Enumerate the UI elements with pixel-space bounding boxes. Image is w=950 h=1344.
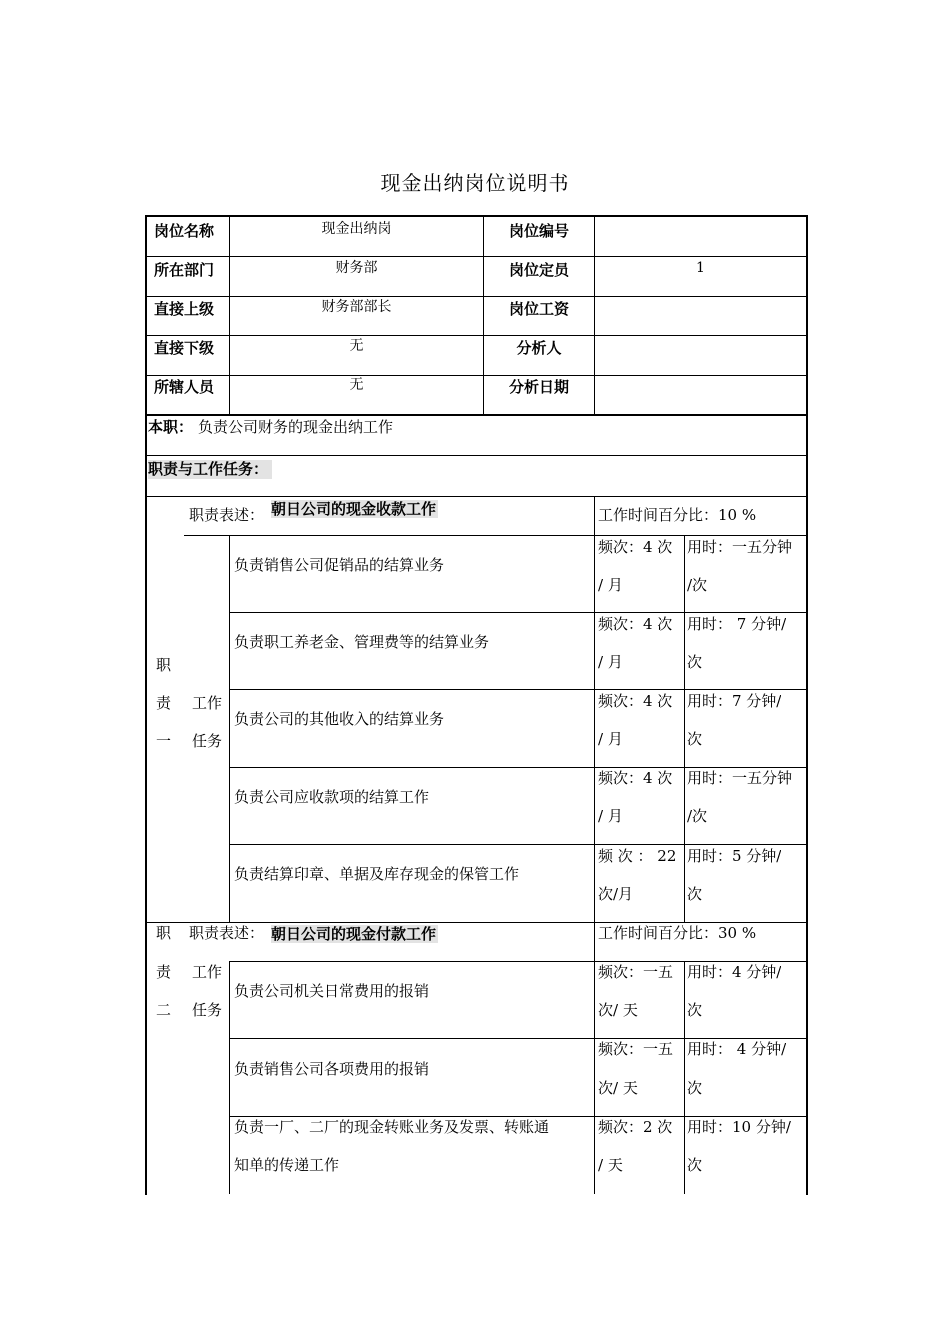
post-name-value: 现金出纳岗 <box>321 221 392 237</box>
duty1-task-2-freq-a: 频次：4 次 <box>598 615 673 633</box>
duty2-task-3-dur-b: 次 <box>687 1156 703 1174</box>
superior-label: 直接上级 <box>154 300 215 318</box>
duty1-task-2-dur-b: 次 <box>687 653 703 671</box>
subordinate-value: 无 <box>349 338 364 354</box>
duty1-desc: 朝日公司的现金收款工作 <box>271 500 437 518</box>
duty2-task-1: 负责公司机关日常费用的报销 <box>234 982 430 1000</box>
duty1-task-2-freq-b: / 月 <box>598 653 623 671</box>
duty2-task-1-freq-b: 次/ 天 <box>598 1001 638 1019</box>
duty1-task-4-freq-a: 频次：4 次 <box>598 769 673 787</box>
quota-label: 岗位定员 <box>508 261 569 279</box>
duty2-task-2-freq-b: 次/ 天 <box>598 1079 638 1097</box>
duty-main-label: 本职： <box>148 418 194 436</box>
analyst-label: 分析人 <box>516 339 562 357</box>
dept-value: 财务部 <box>335 260 378 276</box>
post-name-label: 岗位名称 <box>154 222 215 240</box>
duty1-task-1-freq-a: 频次：4 次 <box>598 538 673 556</box>
duty1-task-4-freq-b: / 月 <box>598 807 623 825</box>
duty1-task-3-dur-a: 用时：7 分钟/ <box>687 692 782 710</box>
duty2-desc: 朝日公司的现金付款工作 <box>271 925 437 943</box>
duty1-task-4-dur-b: /次 <box>687 807 708 825</box>
duty1-time-pct: 工作时间百分比：10 % <box>598 506 757 524</box>
duty1-side-1: 职 <box>156 656 172 674</box>
duty1-task-1-dur-b: /次 <box>687 576 708 594</box>
quota-value: 1 <box>696 260 705 276</box>
duty1-task-4: 负责公司应收款项的结算工作 <box>234 788 430 806</box>
duty2-task-2-dur-b: 次 <box>687 1079 703 1097</box>
duty2-task-3-freq-a: 频次：2 次 <box>598 1118 673 1136</box>
duty1-task-4-dur-a: 用时：一五分钟 <box>687 769 793 787</box>
duty2-task-label-1: 工作 <box>192 963 223 981</box>
duty2-side-3: 二 <box>156 1001 172 1019</box>
duty1-side-3: 一 <box>156 732 172 750</box>
duty1-task-1: 负责销售公司促销品的结算业务 <box>234 556 445 574</box>
post-code-label: 岗位编号 <box>508 222 569 240</box>
analysis-date-label: 分析日期 <box>508 378 569 396</box>
staff-value: 无 <box>349 377 364 393</box>
salary-label: 岗位工资 <box>508 300 569 318</box>
document-title: 现金出纳岗位说明书 <box>380 171 570 195</box>
duties-header: 职责与工作任务： <box>148 460 272 479</box>
duty1-task-1-freq-b: / 月 <box>598 576 623 594</box>
duty2-task-1-dur-b: 次 <box>687 1001 703 1019</box>
duty1-task-3-freq-a: 频次：4 次 <box>598 692 673 710</box>
superior-value: 财务部部长 <box>321 299 392 315</box>
duty-main-text: 负责公司财务的现金出纳工作 <box>198 418 394 436</box>
duty2-task-3-dur-a: 用时：10 分钟/ <box>687 1118 791 1136</box>
duty1-task-3-freq-b: / 月 <box>598 730 623 748</box>
duty2-side-2: 责 <box>156 963 172 981</box>
duty1-side-2: 责 <box>156 694 172 712</box>
duty1-task-5-dur-a: 用时：5 分钟/ <box>687 847 782 865</box>
duty2-task-label-2: 任务 <box>192 1001 223 1019</box>
duty2-task-2: 负责销售公司各项费用的报销 <box>234 1060 430 1078</box>
duty1-task-1-dur-a: 用时：一五分钟 <box>687 538 793 556</box>
staff-label: 所辖人员 <box>154 378 215 396</box>
duty1-task-3-dur-b: 次 <box>687 730 703 748</box>
duty2-side-1: 职 <box>156 924 172 942</box>
duty2-task-1-freq-a: 频次：一五 <box>598 963 674 981</box>
duty2-task-3-freq-b: / 天 <box>598 1156 623 1174</box>
dept-label: 所在部门 <box>154 261 215 279</box>
duty2-desc-label: 职责表述： <box>189 924 265 942</box>
duty1-desc-label: 职责表述： <box>189 506 265 524</box>
duty1-task-label-1: 工作 <box>192 694 223 712</box>
duty1-task-5: 负责结算印章、单据及库存现金的保管工作 <box>234 865 520 883</box>
duty1-task-5-freq-a: 频 次 ： 22 <box>598 847 677 865</box>
duty2-task-2-dur-a: 用时： 4 分钟/ <box>687 1040 787 1058</box>
duty2-task-1-dur-a: 用时：4 分钟/ <box>687 963 782 981</box>
subordinate-label: 直接下级 <box>154 339 215 357</box>
duty1-task-2: 负责职工养老金、管理费等的结算业务 <box>234 633 490 651</box>
duty2-task-3-line-2: 知单的传递工作 <box>234 1156 340 1174</box>
duty1-task-5-freq-b: 次/月 <box>598 885 634 903</box>
duty1-task-2-dur-a: 用时： 7 分钟/ <box>687 615 787 633</box>
duty1-task-5-dur-b: 次 <box>687 885 703 903</box>
duty2-task-2-freq-a: 频次：一五 <box>598 1040 674 1058</box>
duty2-time-pct: 工作时间百分比：30 % <box>598 924 757 942</box>
duty1-task-3: 负责公司的其他收入的结算业务 <box>234 710 445 728</box>
duty2-task-3-line-1: 负责一厂、二厂的现金转账业务及发票、转账通 <box>234 1118 550 1136</box>
duty1-task-label-2: 任务 <box>192 732 223 750</box>
